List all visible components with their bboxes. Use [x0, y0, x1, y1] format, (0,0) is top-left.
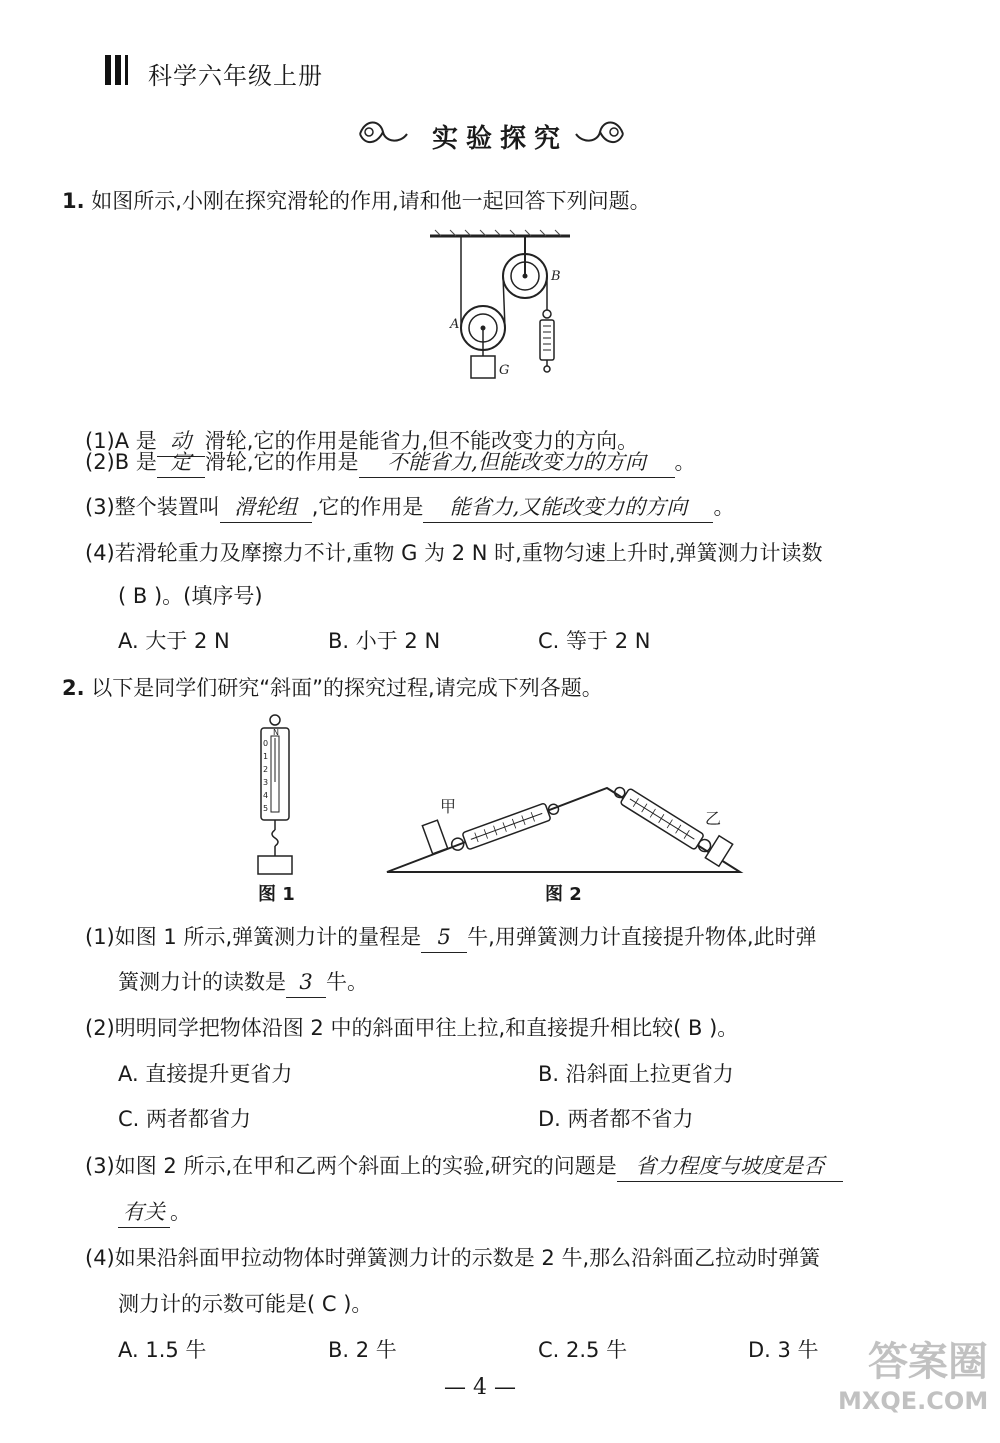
q1-p1-suffix: 滑轮,它的作用是能省力,但不能改变力的方向。 [204, 429, 639, 453]
q1-p2-prefix: (2)B 是 [85, 450, 157, 474]
q2-p1-prefix: (1)如图 1 所示,弹簧测力计的量程是 [85, 925, 422, 949]
q2-p2-option-c: C. 两者都省力 [118, 1107, 252, 1131]
q2-p4-option-a: A. 1.5 牛 [118, 1338, 207, 1362]
q1-part2-line [85, 447, 696, 478]
q1-p3-middle: ,它的作用是 [311, 495, 424, 519]
q2-p2-option-d: D. 两者都不省力 [538, 1107, 694, 1131]
q2-p4-option-c: C. 2.5 牛 [538, 1338, 628, 1362]
fig1-mark-n: N [273, 728, 279, 737]
fig1-mark-5: 5 [263, 804, 269, 813]
watermark [838, 1330, 988, 1430]
q2-p1-suffix: 牛。 [326, 970, 368, 994]
q1-number: 1. [62, 189, 85, 213]
q2-p1-answer1: 5 [421, 922, 467, 953]
q2-part4-line1: (4)如果沿斜面甲拉动物体时弹簧测力计的示数是 2 牛,那么沿斜面乙拉动时弹簧 [85, 1246, 821, 1270]
q2-p3-answer2: 有关 [118, 1197, 170, 1228]
q2-p3-answer1: 省力程度与坡度是否 [617, 1151, 843, 1182]
fig2-label-yi: 乙 [705, 809, 722, 828]
q2-p3-suffix: 。 [170, 1200, 191, 1224]
q1-stem-text: 如图所示,小刚在探究滑轮的作用,请和他一起回答下列问题。 [91, 189, 651, 213]
fig2-label-jia: 甲 [440, 797, 457, 816]
q1-p3-prefix: (3)整个装置叫 [85, 495, 220, 519]
q1-p2-answer1: 定 [157, 447, 205, 478]
q2-part4-line2: 测力计的示数可能是( C )。 [118, 1292, 373, 1316]
q1-p2-answer2: 不能省力,但能改变力的方向 [359, 447, 675, 478]
figure2-inclines [385, 780, 745, 880]
q1-part4-line2: ( B )。(填序号) [118, 584, 263, 608]
q2-p1-middle: 牛,用弹簧测力计直接提升物体,此时弹 [467, 925, 817, 949]
q1-part4-line1: (4)若滑轮重力及摩擦力不计,重物 G 为 2 N 时,重物匀速上升时,弹簧测力计读数 [85, 541, 823, 565]
q1-option-a: A. 大于 2 N [118, 629, 230, 653]
pulley-diagram [425, 228, 575, 388]
q1-part3 [85, 492, 734, 523]
q1-p3-answer1: 滑轮组 [220, 492, 312, 523]
q2-p4-option-b: B. 2 牛 [328, 1338, 397, 1362]
q2-part3-line2 [118, 1197, 191, 1228]
q1-option-c: C. 等于 2 N [538, 629, 651, 653]
figure1-spring-scale [250, 712, 300, 877]
q2-p3-prefix: (3)如图 2 所示,在甲和乙两个斜面上的实验,研究的问题是 [85, 1154, 617, 1178]
q2-part2: (2)明明同学把物体沿图 2 中的斜面甲往上拉,和直接提升相比较( B )。 [85, 1016, 739, 1040]
watermark-text: 答案圈 [868, 1339, 988, 1385]
fig1-mark-1: 1 [263, 752, 269, 761]
figure1-caption: 图 1 [258, 884, 295, 905]
q2-part1-line1 [85, 922, 817, 953]
q2-p2-option-b: B. 沿斜面上拉更省力 [538, 1062, 734, 1086]
label-b: B [551, 269, 561, 284]
q1-p3-suffix: 。 [713, 495, 735, 519]
q2-p2-option-a: A. 直接提升更省力 [118, 1062, 293, 1086]
right-ornament-icon [568, 114, 628, 154]
watermark-url: MXQE.COM [838, 1387, 989, 1415]
q2-p1-line2-prefix: 簧测力计的读数是 [118, 970, 286, 994]
page-number: — 4 — [444, 1375, 516, 1400]
fig1-mark-4: 4 [263, 791, 269, 800]
q2-p1-answer2: 3 [286, 967, 326, 998]
label-g: G [499, 363, 510, 378]
fig1-mark-0: 0 [263, 739, 269, 748]
fig1-mark-2: 2 [263, 765, 269, 774]
q1-stem [62, 186, 651, 216]
q2-part3-line1 [85, 1151, 843, 1182]
fig1-mark-3: 3 [263, 778, 269, 787]
section-title: 实验探究 [431, 124, 568, 154]
q2-p4-option-d: D. 3 牛 [748, 1338, 819, 1362]
q1-option-b: B. 小于 2 N [328, 629, 441, 653]
header-title: 科学六年级上册 [148, 62, 323, 90]
q1-p1-prefix: (1)A 是 [85, 429, 157, 453]
q1-p3-answer2: 能省力,又能改变力的方向 [423, 492, 713, 523]
q2-stem-text: 以下是同学们研究“斜面”的探究过程,请完成下列各题。 [91, 676, 603, 700]
q1-p2-suffix: 。 [674, 450, 696, 474]
q2-stem [62, 673, 603, 703]
q1-p1-answer: 动 [157, 426, 205, 457]
label-a: A [450, 317, 460, 332]
q2-number: 2. [62, 676, 85, 700]
q1-p2-middle: 滑轮,它的作用是 [204, 450, 359, 474]
q2-part1-line2 [118, 967, 368, 998]
figure2-caption: 图 2 [545, 884, 582, 905]
